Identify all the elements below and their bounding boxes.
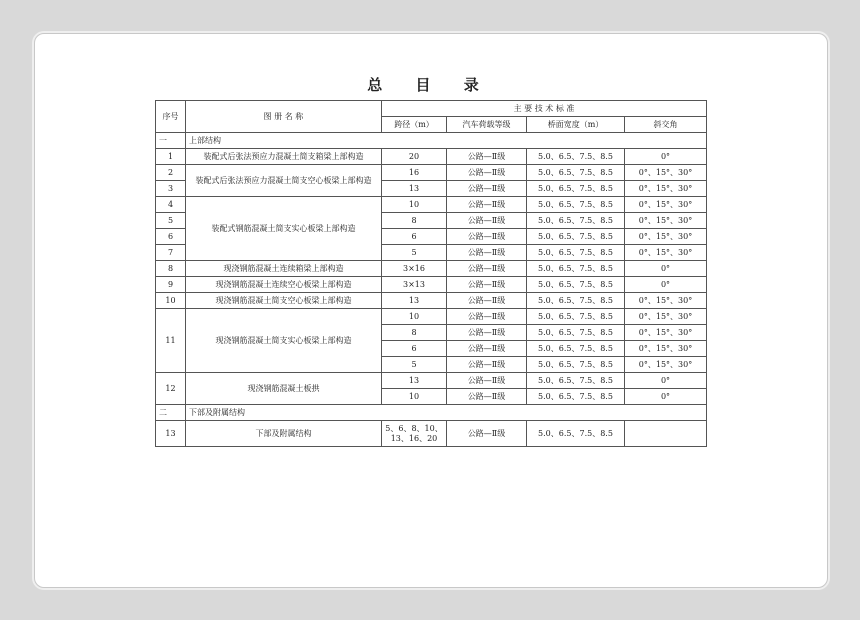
row-load: 公路—Ⅱ级 <box>447 165 527 181</box>
row-load: 公路—Ⅱ级 <box>447 325 527 341</box>
row-span: 6 <box>382 341 447 357</box>
row-width: 5.0、6.5、7.5、8.5 <box>527 325 625 341</box>
row-width: 5.0、6.5、7.5、8.5 <box>527 229 625 245</box>
section-row-lower <box>156 405 707 421</box>
row-width: 5.0、6.5、7.5、8.5 <box>527 213 625 229</box>
table-row <box>156 277 707 293</box>
row-name: 现浇钢筋混凝土板拱 <box>186 373 382 405</box>
table-row <box>156 149 707 165</box>
row-span: 6 <box>382 229 447 245</box>
row-skew: 0° <box>625 373 707 389</box>
row-span: 13 <box>382 373 447 389</box>
row-name: 装配式后张法预应力混凝土简支空心板梁上部构造 <box>186 165 382 197</box>
row-width: 5.0、6.5、7.5、8.5 <box>527 309 625 325</box>
row-number: 7 <box>156 245 186 261</box>
table-row <box>156 165 707 181</box>
row-number: 2 <box>156 165 186 181</box>
table-row <box>156 261 707 277</box>
row-width: 5.0、6.5、7.5、8.5 <box>527 293 625 309</box>
row-width: 5.0、6.5、7.5、8.5 <box>527 421 625 447</box>
row-number: 8 <box>156 261 186 277</box>
row-load: 公路—Ⅱ级 <box>447 197 527 213</box>
row-span-line-2: 13、16、20 <box>390 433 438 443</box>
page-title: 总 目 录 <box>367 76 493 94</box>
table-row <box>156 421 707 447</box>
row-name: 现浇钢筋混凝土连续箱梁上部构造 <box>186 261 382 277</box>
row-number: 11 <box>156 309 186 373</box>
row-load: 公路—Ⅱ级 <box>447 389 527 405</box>
row-skew: 0°、15°、30° <box>625 325 707 341</box>
row-width: 5.0、6.5、7.5、8.5 <box>527 277 625 293</box>
row-width: 5.0、6.5、7.5、8.5 <box>527 389 625 405</box>
row-load: 公路—Ⅱ级 <box>447 373 527 389</box>
row-width: 5.0、6.5、7.5、8.5 <box>527 197 625 213</box>
row-width: 5.0、6.5、7.5、8.5 <box>527 149 625 165</box>
section-row-upper <box>156 133 707 149</box>
table-row <box>156 309 707 325</box>
row-span: 8 <box>382 325 447 341</box>
row-span: 5 <box>382 245 447 261</box>
row-name: 现浇钢筋混凝土连续空心板梁上部构造 <box>186 277 382 293</box>
row-name: 装配式钢筋混凝土简支实心板梁上部构造 <box>186 197 382 261</box>
row-span: 10 <box>382 197 447 213</box>
row-skew: 0° <box>625 261 707 277</box>
row-load: 公路—Ⅱ级 <box>447 309 527 325</box>
row-name: 下部及附属结构 <box>186 421 382 447</box>
row-width: 5.0、6.5、7.5、8.5 <box>527 261 625 277</box>
col-header-width: 桥面宽度（m） <box>527 117 625 133</box>
row-skew: 0°、15°、30° <box>625 293 707 309</box>
table-row <box>156 197 707 213</box>
row-skew: 0°、15°、30° <box>625 197 707 213</box>
row-number: 13 <box>156 421 186 447</box>
row-load: 公路—Ⅱ级 <box>447 421 527 447</box>
row-name: 现浇钢筋混凝土简支空心板梁上部构造 <box>186 293 382 309</box>
header-row-1 <box>156 101 707 117</box>
row-skew: 0°、15°、30° <box>625 245 707 261</box>
row-load: 公路—Ⅱ级 <box>447 293 527 309</box>
row-name: 装配式后张法预应力混凝土简支箱梁上部构造 <box>186 149 382 165</box>
row-skew: 0°、15°、30° <box>625 165 707 181</box>
row-span: 3×16 <box>382 261 447 277</box>
row-number: 1 <box>156 149 186 165</box>
row-span-line-1: 5、6、8、10、 <box>385 423 443 433</box>
col-header-name: 图 册 名 称 <box>186 101 382 133</box>
row-load: 公路—Ⅱ级 <box>447 261 527 277</box>
row-number: 6 <box>156 229 186 245</box>
row-skew: 0° <box>625 277 707 293</box>
row-load: 公路—Ⅱ级 <box>447 277 527 293</box>
row-width: 5.0、6.5、7.5、8.5 <box>527 373 625 389</box>
row-load: 公路—Ⅱ级 <box>447 229 527 245</box>
row-span: 16 <box>382 165 447 181</box>
row-load: 公路—Ⅱ级 <box>447 149 527 165</box>
table-row <box>156 293 707 309</box>
row-span: 13 <box>382 293 447 309</box>
row-span: 5 <box>382 357 447 373</box>
col-header-load: 汽车荷载等级 <box>447 117 527 133</box>
row-skew: 0° <box>625 149 707 165</box>
row-name: 现浇钢筋混凝土简支实心板梁上部构造 <box>186 309 382 373</box>
row-width: 5.0、6.5、7.5、8.5 <box>527 341 625 357</box>
section-number: 一 <box>156 133 186 149</box>
contents-table <box>155 100 707 447</box>
col-header-main: 主 要 技 术 标 准 <box>382 101 707 117</box>
row-number: 5 <box>156 213 186 229</box>
row-skew: 0°、15°、30° <box>625 213 707 229</box>
row-span <box>382 421 447 447</box>
row-skew: 0°、15°、30° <box>625 341 707 357</box>
row-width: 5.0、6.5、7.5、8.5 <box>527 245 625 261</box>
row-span: 10 <box>382 309 447 325</box>
row-skew: 0°、15°、30° <box>625 309 707 325</box>
row-width: 5.0、6.5、7.5、8.5 <box>527 181 625 197</box>
row-span: 10 <box>382 389 447 405</box>
section-number: 二 <box>156 405 186 421</box>
row-width: 5.0、6.5、7.5、8.5 <box>527 165 625 181</box>
row-skew <box>625 421 707 447</box>
col-header-span: 跨径（m） <box>382 117 447 133</box>
row-skew: 0°、15°、30° <box>625 357 707 373</box>
row-number: 4 <box>156 197 186 213</box>
row-span: 20 <box>382 149 447 165</box>
row-load: 公路—Ⅱ级 <box>447 181 527 197</box>
row-load: 公路—Ⅱ级 <box>447 213 527 229</box>
row-span: 3×13 <box>382 277 447 293</box>
row-skew: 0°、15°、30° <box>625 229 707 245</box>
row-load: 公路—Ⅱ级 <box>447 341 527 357</box>
row-width: 5.0、6.5、7.5、8.5 <box>527 357 625 373</box>
row-load: 公路—Ⅱ级 <box>447 357 527 373</box>
section-label: 上部结构 <box>186 133 707 149</box>
row-skew: 0° <box>625 389 707 405</box>
row-number: 10 <box>156 293 186 309</box>
row-number: 12 <box>156 373 186 405</box>
table-row <box>156 373 707 389</box>
col-header-seq: 序号 <box>156 101 186 133</box>
section-label: 下部及附属结构 <box>186 405 707 421</box>
col-header-skew: 斜交角 <box>625 117 707 133</box>
row-skew: 0°、15°、30° <box>625 181 707 197</box>
row-span: 13 <box>382 181 447 197</box>
row-load: 公路—Ⅱ级 <box>447 245 527 261</box>
row-number: 3 <box>156 181 186 197</box>
row-span: 8 <box>382 213 447 229</box>
row-number: 9 <box>156 277 186 293</box>
